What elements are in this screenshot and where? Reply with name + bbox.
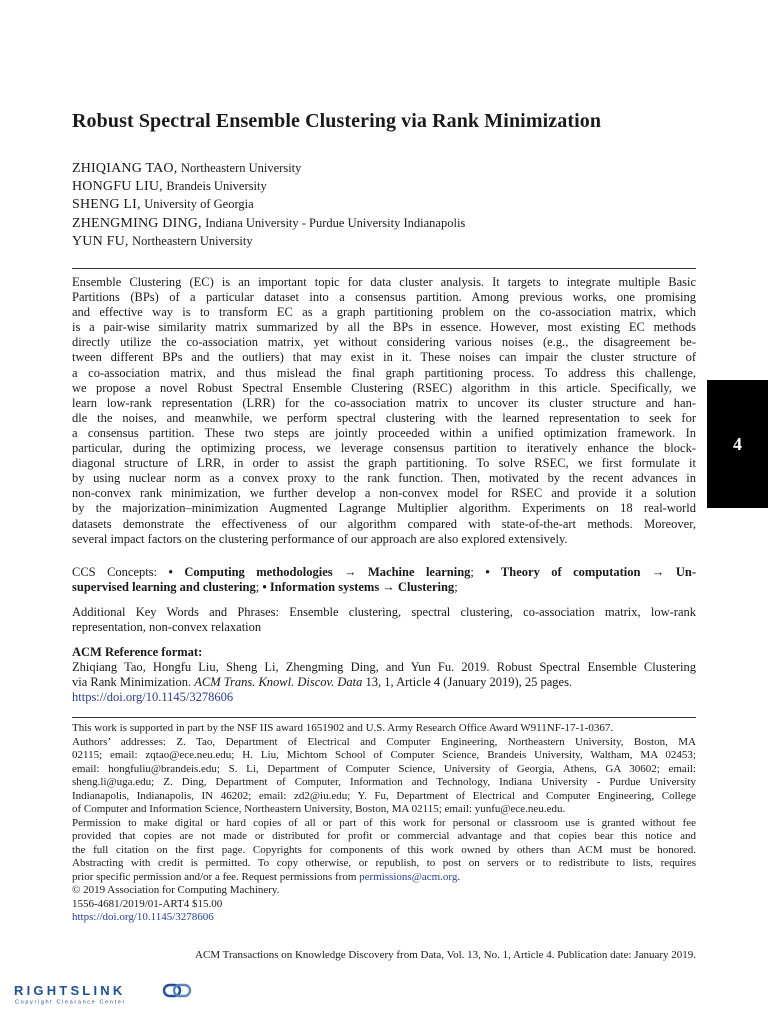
abstract-top-rule xyxy=(72,268,696,269)
abstract-line: dle the noises, and meanwhile, we perform spectral clustering with the learned representation to seek for xyxy=(72,410,696,425)
abstract-line: datasets demonstrate the effectiveness of our algorithm compared with state-of-the-art methods. Moreover, xyxy=(72,516,696,531)
issn-line: 1556-4681/2019/01-ART4 $15.00 xyxy=(72,897,223,910)
abstract-line: is a pair-wise similarity matrix summarized by all the BPs in essence. However, most existing EC methods xyxy=(72,320,696,335)
author-name: ZHENGMING DING, xyxy=(72,216,202,231)
permission-line: the full citation on the first page. Copyrights for components of this work owned by others than ACM must be honored. xyxy=(72,843,696,856)
abstract-line: learn low-rank representation (LRR) for the co-association matrix to uncover its cluster structure and han- xyxy=(72,395,696,410)
chain-link-icon xyxy=(164,985,190,996)
reference-line xyxy=(72,675,696,690)
rightslink-logo-graphic xyxy=(14,982,214,1006)
ccs-concepts xyxy=(72,565,696,595)
author-affiliation: Northeastern University xyxy=(132,234,253,248)
author-4 xyxy=(72,214,712,233)
article-number-tab xyxy=(707,380,768,508)
rightslink-subtitle: Copyright Clearance Center xyxy=(15,999,126,1006)
ccs-separator: ; xyxy=(255,580,260,595)
permission-line xyxy=(72,871,696,885)
permissions-email-link[interactable]: permissions@acm.org xyxy=(359,870,458,883)
keywords xyxy=(72,605,696,635)
copyright-line: © 2019 Association for Computing Machinery. xyxy=(72,884,280,896)
abstract-line: Ensemble Clustering (EC) is an important topic for data cluster analysis. It targets to integrate multiple Basic xyxy=(72,275,696,289)
author-affiliation: Northeastern University xyxy=(180,161,302,175)
author-affiliation: Brandeis University xyxy=(166,179,267,193)
abstract-line: by the majorization–minimization Augmented Lagrange Multiplier algorithm. Experiments on 18 real-world xyxy=(72,501,696,516)
journal-footer: ACM Transactions on Knowledge Discovery from Data, Vol. 13, No. 1, Article 4. Publication date: January 2019. xyxy=(195,949,696,961)
reference-journal: ACM Trans. Knowl. Discov. Data xyxy=(194,675,363,690)
author-name: HONGFU LIU, xyxy=(72,179,163,194)
address-line: 02115; email: zqtao@ece.neu.edu; H. Liu, Michtom School of Computer Science, Brandeis University, Waltham, MA 02453; xyxy=(72,749,696,761)
footnote-rule xyxy=(72,717,696,718)
paper-title: Robust Spectral Ensemble Clustering via Rank Minimization xyxy=(72,110,602,132)
permission-text: prior specific permission and/or a fee. Request permissions from xyxy=(72,870,357,883)
abstract-line: directly utilize the co-association matrix, yet without considering various noises (e.g., the disagreement be- xyxy=(72,335,696,350)
ccs-label: CCS Concepts: xyxy=(72,565,158,579)
reference-text: via Rank Minimization. xyxy=(72,675,192,690)
author-name: YUN FU, xyxy=(72,234,129,249)
rightslink-wordmark: RIGHTSLINK xyxy=(14,983,126,998)
author-5 xyxy=(72,232,712,251)
address-line: of Computer and Information Science, Northeastern University, Boston, MA 02115; email: yunfu@ece.neu.edu. xyxy=(72,803,566,815)
keywords-line: Additional Key Words and Phrases: Ensemble clustering, spectral clustering, co-association matrix, low-rank xyxy=(72,605,696,619)
ccs-concept-3: • Information systems → Clustering xyxy=(262,580,455,595)
abstract-line: several impact factors on the clustering performance of our approach are also explored extensively. xyxy=(72,531,568,546)
footnote-doi-link[interactable]: https://doi.org/10.1145/3278606 xyxy=(72,911,214,923)
address-line: sheng.li@uga.edu; Z. Ding, Department of Computer, Information and Technology, Indiana University - Purdue University xyxy=(72,776,696,788)
abstract-line: Partitions (BPs) of a particular dataset into a consensus partition. Among previous works, one promising xyxy=(72,290,696,305)
ccs-separator: ; xyxy=(454,580,458,595)
ccs-concept-2: • Theory of computation → Un- xyxy=(485,565,697,579)
permission-line: Permission to make digital or hard copies of all or part of this work for personal or classroom use is granted without fee xyxy=(72,816,696,829)
abstract-line: a co-association matrix, and thus mislead the final graph partitioning process. To address this challenge, xyxy=(72,365,696,380)
article-number: 4 xyxy=(733,433,742,454)
abstract-line: we propose a novel Robust Spectral Ensemble Clustering (RSEC) algorithm in this article. Specifically, we xyxy=(72,380,696,395)
footnotes xyxy=(72,722,696,925)
author-3 xyxy=(72,195,712,214)
reference-text: 13, 1, Article 4 (January 2019), 25 pages. xyxy=(365,675,573,690)
permission-text: . xyxy=(457,870,461,883)
support-note: This work is supported in part by the NSF IIS award 1651902 and U.S. Army Research Office Award W911NF-17-1-0367. xyxy=(72,722,614,734)
ccs-concept-2-cont: supervised learning and clustering xyxy=(72,580,256,595)
author-1 xyxy=(72,159,712,178)
author-name: ZHIQIANG TAO, xyxy=(72,161,178,176)
abstract-line: diagonal structure of LRR, in order to assist the graph partitioning. To solve RSEC, we first formulate it xyxy=(72,456,696,471)
abstract xyxy=(72,275,696,547)
author-2 xyxy=(72,177,712,196)
permission-line: Abstracting with credit is permitted. To copy otherwise, or republish, to post on servers or to redistribute to lists, requires xyxy=(72,857,696,869)
address-line: Authors’ addresses: Z. Tao, Department of Electrical and Computer Engineering, Northeastern University, Boston, MA xyxy=(72,735,696,748)
abstract-line: a consensus partition. These two steps are jointly proceeded within a unified optimization framework. In xyxy=(72,425,696,440)
author-name: SHENG LI, xyxy=(72,197,141,212)
ccs-concept-1: • Computing methodologies → Machine learning xyxy=(168,565,471,579)
address-line: email: hongfuliu@brandeis.edu; S. Li, Department of Computer Science, University of Georgia, Athens, GA 30602; email: xyxy=(72,762,696,775)
address-line: Indianapolis, Indianapolis, IN 46202; email: zd2@iu.edu; Y. Fu, Department of Electrical and Computer Engineering, College xyxy=(72,789,696,802)
abstract-line: particular, during the optimizing process, we leverage consensus partition to iteratively enhance the block- xyxy=(72,441,696,456)
keywords-line: representation, non-convex relaxation xyxy=(72,620,262,635)
author-affiliation: University of Georgia xyxy=(144,197,254,211)
ccs-separator: ; xyxy=(470,565,474,579)
rightslink-logo[interactable] xyxy=(14,982,214,1006)
abstract-line: non-convex rank minimization, we further develop a non-convex model for RSEC and provide it a solution xyxy=(72,486,696,501)
reference-line: Zhiqiang Tao, Hongfu Liu, Sheng Li, Zhengming Ding, and Yun Fu. 2019. Robust Spectral Ensemble Clustering xyxy=(72,660,696,675)
abstract-line: by using nuclear norm as a convex proxy to the rank function. Then, motivated by the recent advances in xyxy=(72,471,696,486)
author-affiliation: Indiana University - Purdue University Indianapolis xyxy=(205,216,466,230)
abstract-line: tween different BPs and the outliers) that may exist in it. These noises can impair the cluster structure of xyxy=(72,350,696,365)
acm-reference xyxy=(72,645,696,705)
reference-doi-link[interactable]: https://doi.org/10.1145/3278606 xyxy=(72,690,234,705)
reference-heading: ACM Reference format: xyxy=(72,645,203,659)
permission-line: provided that copies are not made or distributed for profit or commercial advantage and that copies bear this notice and xyxy=(72,830,696,842)
abstract-line: and effective way is to transform EC as a graph partitioning problem on the co-association matrix, which xyxy=(72,305,696,320)
